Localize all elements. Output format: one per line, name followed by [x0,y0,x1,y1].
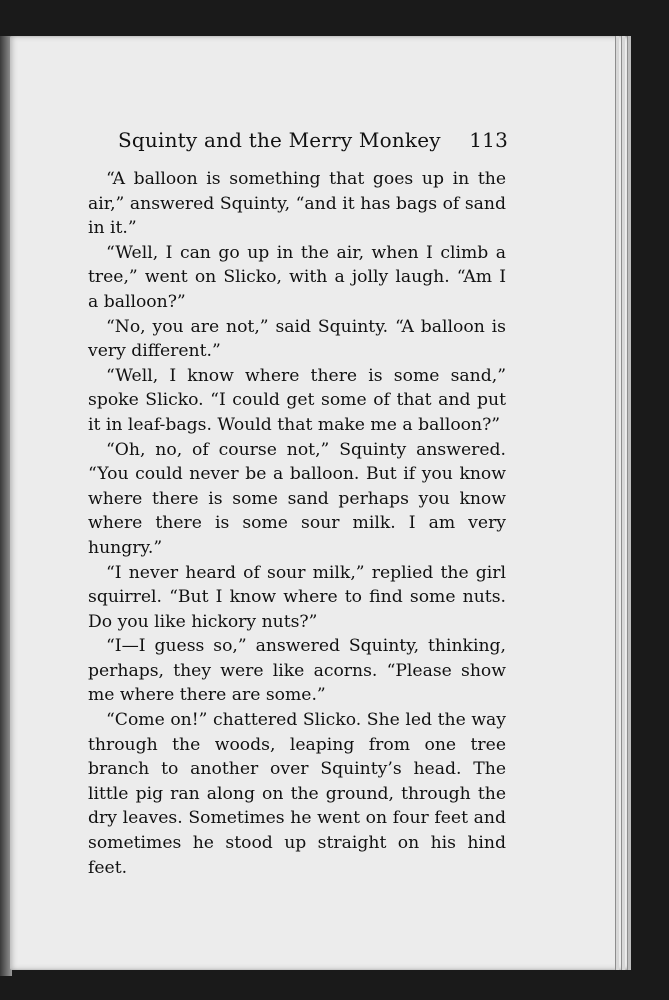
paragraph: “Oh, no, of course not,” Squinty answered. “You could never be a balloon. But if you know where there is some sand perhaps you know where there is some sour milk. I am very hungry.” [88,439,506,558]
page-edge [621,36,625,970]
paragraph: “Well, I can go up in the air, when I climb a tree,” went on Slicko, with a jolly laugh. “Am I a balloon?” [88,242,506,312]
running-head [118,128,508,160]
paragraph: “Well, I know where there is some sand,” spoke Slicko. “I could get some of that and put it in leaf-bags. Would that make me a balloon?” [88,365,506,435]
paragraph: “I never heard of sour milk,” replied the girl squirrel. “But I know where to find some nuts. Do you like hickory nuts?” [88,562,506,632]
running-title: Squinty and the Merry Monkey [118,128,441,152]
page-edge [627,36,631,970]
paragraph: “I—I guess so,” answered Squinty, thinking, perhaps, they were like acorns. “Please show me where there are some.” [88,636,506,706]
paragraph: “A balloon is something that goes up in the air,” answered Squinty, “and it has bags of sand in it.” [88,169,506,239]
body-text [88,167,506,880]
page-edge [615,36,619,970]
paragraph: “Come on!” chattered Slicko. She led the way through the woods, leaping from one tree branch to another over Squinty’s head. The little pig ran along on the ground, through the dry leaves. Sometimes he went on four feet and sometimes he stood up straight on his hind feet. [88,710,506,878]
paragraph: “No, you are not,” said Squinty. “A balloon is very different.” [88,316,506,362]
page-number: 113 [469,128,508,152]
